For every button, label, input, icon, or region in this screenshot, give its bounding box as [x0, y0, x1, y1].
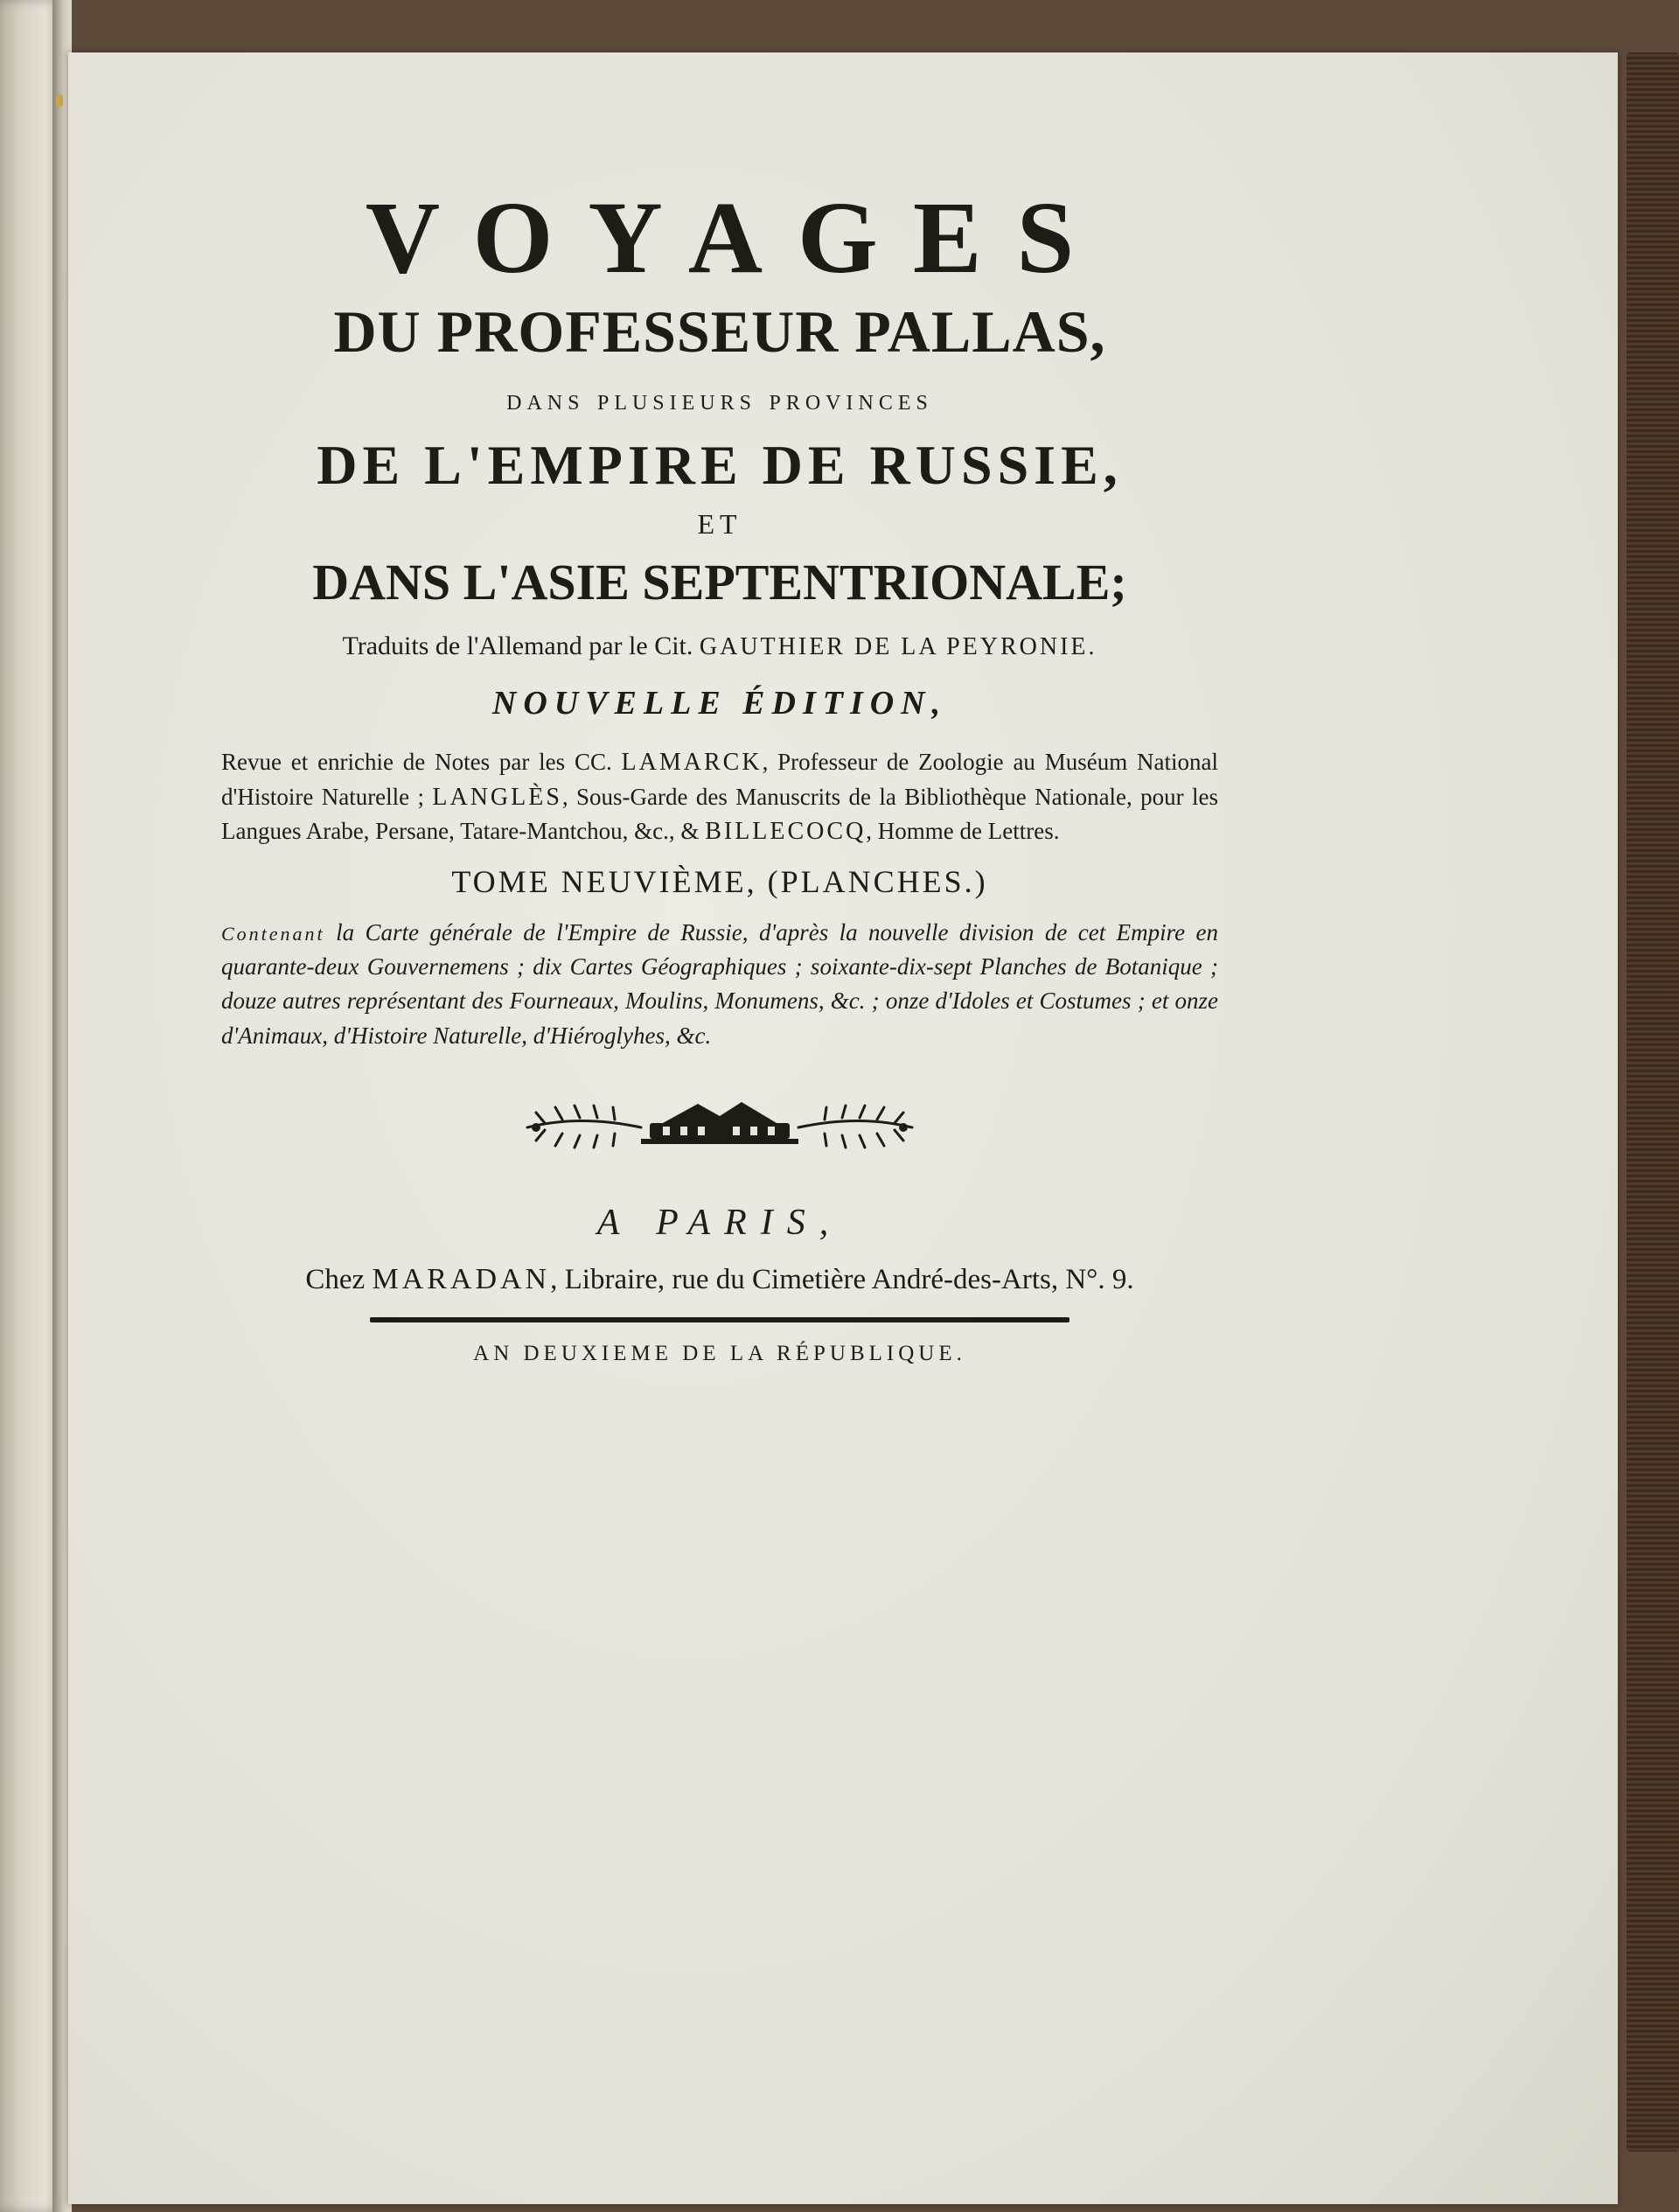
revision-text-3: , Sous-Garde des Manuscrits de la Bibliothèque Nationale, pour les Langues Arabe, Persane, Tatare-Mantchou, &c.,	[221, 783, 1218, 845]
revision-paragraph	[221, 745, 1218, 849]
editor-langles: LANGLÈS	[432, 783, 562, 811]
revision-ampersand: &	[680, 818, 700, 845]
editor-billecocq: BILLECOCQ	[705, 818, 867, 846]
imprint-date: AN DEUXIEME DE LA RÉPUBLIQUE.	[473, 1341, 966, 1365]
title-page-content	[221, 180, 1219, 1366]
title-et: ET	[697, 508, 742, 541]
translator-prefix: Traduits de l'Allemand par le Cit.	[342, 631, 693, 660]
printer-ornament-icon	[510, 1097, 930, 1158]
title-professor-pallas: DU PROFESSEUR PALLAS,	[333, 297, 1106, 365]
revision-text-2: , Professeur de Zoologie au Muséum National d'Histoire Naturelle ;	[221, 748, 1219, 810]
gilt-edge-mark	[56, 94, 63, 107]
binding-board-edge	[1627, 52, 1679, 2152]
imprint-publisher: MARADAN	[372, 1262, 551, 1295]
contents-text: la Carte générale de l'Empire de Russie, d'après la nouvelle division de cet Empire en quarante-deux Gouvernemens ; dix Cartes Géographiques ; soixante-dix-sept Planches de Botanique ; douze autres représentant des Fourneaux, Moulins, Monumens, &c. ; onze d'Idoles et Costumes ; et onze d'Animaux, d'Histoire Naturelle, d'Hiéroglyhes, &c.	[221, 919, 1219, 1049]
revision-text-4: , Homme de Lettres.	[866, 818, 1060, 845]
volume-line: TOME NEUVIÈME, (PLANCHES.)	[451, 864, 988, 900]
title-page	[68, 52, 1618, 2204]
imprint-prefix: Chez	[305, 1263, 366, 1295]
editor-lamarck: LAMARCK	[621, 748, 763, 776]
imprint-publisher-line	[221, 1263, 1218, 1296]
contents-lead: Contenant	[221, 923, 325, 946]
translator-name: GAUTHIER DE LA PEYRONIE.	[699, 632, 1097, 660]
title-asie-septentrionale: DANS L'ASIE SEPTENTRIONALE;	[312, 554, 1127, 611]
translator-line	[221, 632, 1218, 661]
title-empire-russie: DE L'EMPIRE DE RUSSIE,	[317, 433, 1123, 496]
revision-text-1: Revue et enrichie de Notes par les CC.	[221, 748, 612, 775]
imprint-rule	[370, 1317, 1069, 1322]
contents-paragraph	[221, 916, 1218, 1053]
imprint-city: A PARIS,	[596, 1202, 843, 1243]
title-provinces: dans plusieurs provinces	[506, 383, 933, 416]
imprint-address: , Libraire, rue du Cimetière André-des-Arts, N°. 9.	[550, 1263, 1134, 1295]
edition-line: NOUVELLE ÉDITION,	[491, 684, 948, 722]
title-voyages: VOYAGES	[365, 180, 1110, 295]
